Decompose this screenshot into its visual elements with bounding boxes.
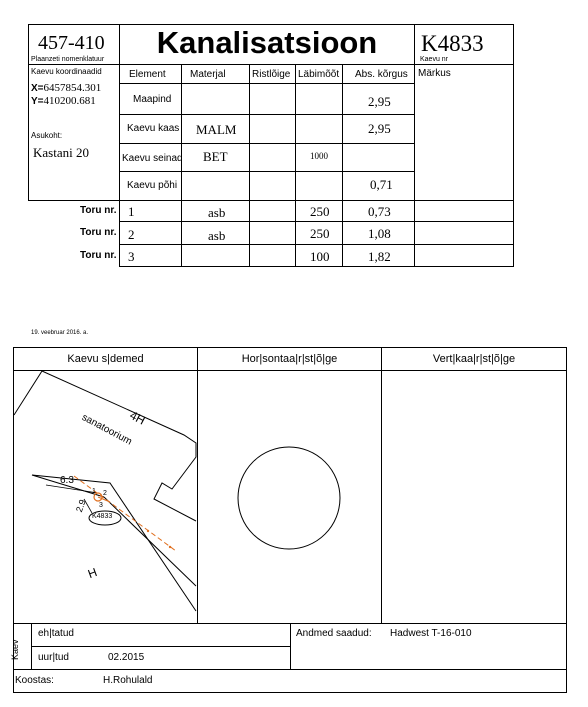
pipe-height: 1,08 bbox=[368, 226, 391, 241]
well-label: K4833 bbox=[92, 513, 113, 520]
pipe-material: asb bbox=[208, 205, 226, 220]
well-id: K4833 bbox=[421, 31, 484, 56]
header-well-sketch: Kaevu s|demed bbox=[67, 353, 144, 365]
well-id-label: Kaevu nr bbox=[420, 56, 449, 63]
page-title: Kanalisatsioon bbox=[156, 25, 378, 60]
row-element: Maapind bbox=[133, 94, 172, 105]
source-value: Hadwest T-16-010 bbox=[390, 628, 472, 639]
lower-area-label: H bbox=[86, 565, 99, 582]
col-header-notes: Märkus bbox=[418, 68, 451, 79]
row-element: Kaevu seinad bbox=[122, 153, 183, 164]
pipe-material: asb bbox=[208, 228, 226, 243]
col-header-height: Abs. kõrgus bbox=[355, 69, 408, 80]
horizontal-section-drawing bbox=[198, 371, 381, 623]
site-sketch bbox=[14, 371, 197, 623]
pipe-label: Toru nr. bbox=[80, 227, 117, 238]
row-material: BET bbox=[203, 149, 228, 164]
pipe-diameter: 250 bbox=[310, 204, 330, 219]
surveyed-label: uur|tud bbox=[38, 652, 69, 663]
location-label: Asukoht: bbox=[31, 131, 63, 140]
side-label: Kaev bbox=[10, 639, 20, 660]
header-horizontal-section: Hor|sontaa|r|st|õ|ge bbox=[241, 353, 338, 365]
col-header-diameter: Läbimõõt bbox=[298, 69, 340, 80]
dimension-2: 2.9 bbox=[74, 498, 88, 514]
pipe-label: Toru nr. bbox=[80, 250, 117, 261]
surveyed-date: 02.2015 bbox=[108, 652, 145, 663]
building-label: sanatoorium bbox=[79, 412, 134, 448]
col-header-material: Materjal bbox=[190, 69, 226, 80]
row-height: 2,95 bbox=[368, 94, 391, 109]
pipe-diameter: 250 bbox=[310, 226, 330, 241]
pipe-no: 3 bbox=[128, 249, 135, 264]
row-height: 2,95 bbox=[368, 121, 391, 136]
y-label: Y= bbox=[31, 96, 44, 107]
dimension-line bbox=[46, 485, 98, 493]
pipe-no: 1 bbox=[128, 204, 135, 219]
pipe-no: 2 bbox=[128, 227, 135, 242]
pipe-dot bbox=[147, 530, 149, 532]
row-element: Kaevu kaas bbox=[127, 123, 180, 134]
pipe-number-1: 1 bbox=[92, 488, 96, 495]
x-label: X= bbox=[31, 83, 44, 94]
lower-structure-edge bbox=[104, 497, 196, 586]
pipe-label: Toru nr. bbox=[80, 205, 117, 216]
author-label: Koostas: bbox=[15, 675, 54, 686]
col-header-cross: Ristlõige bbox=[252, 69, 291, 80]
row-material: MALM bbox=[196, 122, 237, 137]
pipe-number-2: 2 bbox=[103, 490, 107, 497]
row-element: Kaevu põhi bbox=[127, 180, 178, 191]
building-number: 4H bbox=[127, 408, 148, 428]
y-coordinate: 410200.681 bbox=[43, 95, 96, 107]
document-date: 19. veebruar 2016. a. bbox=[31, 330, 89, 336]
pipe-line bbox=[74, 476, 176, 551]
location-value: Kastani 20 bbox=[33, 145, 89, 160]
row-height: 0,71 bbox=[370, 177, 393, 192]
well-section-circle bbox=[238, 447, 340, 549]
map-sheet-label: Plaanzeti nomenklatuur bbox=[31, 56, 105, 63]
pipe-height: 1,82 bbox=[368, 249, 391, 264]
header-vertical-section: Vert|kaa|r|st|õ|ge bbox=[432, 353, 516, 365]
pipe-height: 0,73 bbox=[368, 204, 391, 219]
lower-structure-outline bbox=[32, 475, 196, 611]
coords-label: Kaevu koordinaadid bbox=[31, 67, 102, 76]
pipe-dot bbox=[169, 546, 171, 548]
author-value: H.Rohulald bbox=[103, 675, 153, 686]
dimension-1: 6.3 bbox=[60, 475, 74, 486]
row-diameter: 1000 bbox=[310, 151, 328, 161]
col-header-element: Element bbox=[129, 69, 166, 80]
built-label: eh|tatud bbox=[38, 628, 74, 639]
pipe-number-3: 3 bbox=[99, 502, 103, 509]
pipe-diameter: 100 bbox=[310, 249, 330, 264]
map-sheet-number: 457-410 bbox=[38, 32, 105, 54]
source-label: Andmed saadud: bbox=[296, 628, 372, 639]
x-coordinate: 6457854.301 bbox=[43, 82, 102, 94]
